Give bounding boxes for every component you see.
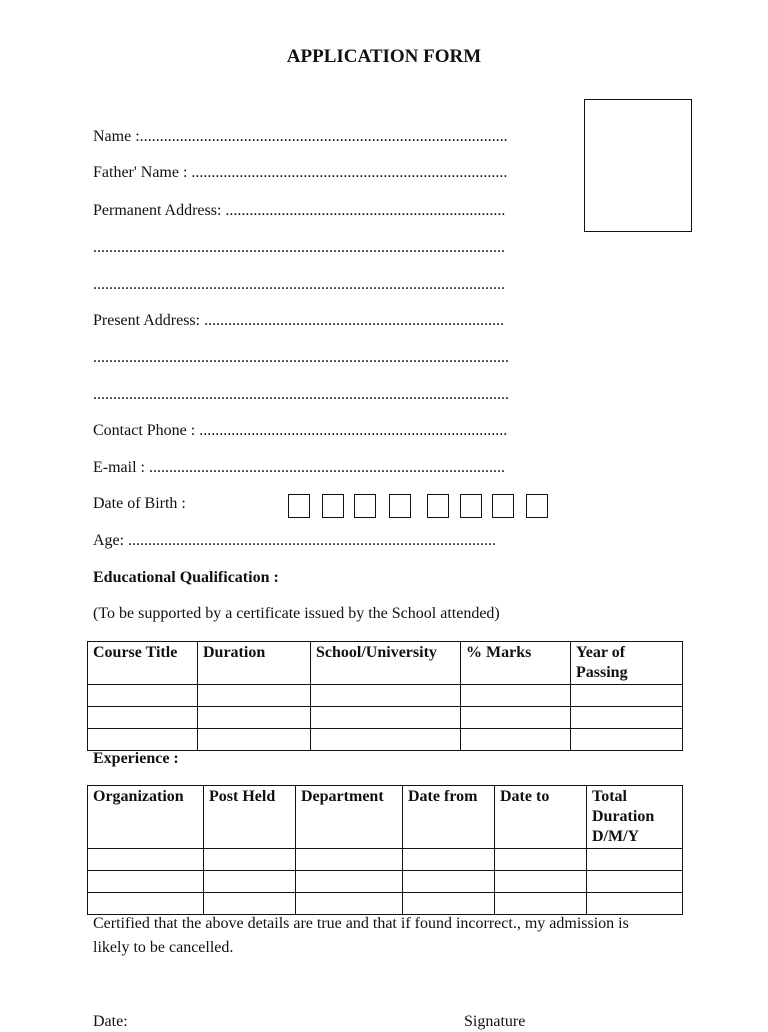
- column-header-duration: Duration: [198, 642, 311, 685]
- date-label[interactable]: Date:: [93, 1013, 128, 1030]
- present-address-line-3[interactable]: ........................................................................................................: [93, 386, 509, 403]
- table-row: [88, 871, 683, 893]
- education-heading: Educational Qualification :: [93, 569, 279, 586]
- dob-digit-box[interactable]: [492, 494, 514, 518]
- table-cell[interactable]: [587, 871, 683, 893]
- education-table: [87, 641, 683, 751]
- table-cell[interactable]: [204, 871, 296, 893]
- table-row: [88, 849, 683, 871]
- table-cell[interactable]: [204, 849, 296, 871]
- date-of-birth-label: Date of Birth :: [93, 495, 186, 512]
- table-cell[interactable]: [403, 871, 495, 893]
- table-cell[interactable]: [88, 871, 204, 893]
- table-cell[interactable]: [198, 707, 311, 729]
- dob-digit-box[interactable]: [288, 494, 310, 518]
- column-header-school-university: School/University: [311, 642, 461, 685]
- form-title: APPLICATION FORM: [286, 46, 482, 67]
- table-cell[interactable]: [311, 707, 461, 729]
- photo-box: [584, 99, 692, 232]
- table-cell[interactable]: [88, 685, 198, 707]
- certification-statement: Certified that the above details are true and that if found incorrect., my admission is likely to be cancelled.: [93, 915, 629, 956]
- permanent-address-line-2[interactable]: .......................................................................................................: [93, 239, 505, 256]
- table-cell[interactable]: [88, 729, 198, 751]
- table-cell[interactable]: [88, 849, 204, 871]
- father-name-field[interactable]: Father' Name : ...............................................................................: [93, 164, 508, 181]
- age-field[interactable]: Age: ............................................................................................: [93, 532, 497, 549]
- column-header-course-title: Course Title: [88, 642, 198, 685]
- experience-heading: Experience :: [93, 750, 179, 767]
- table-cell[interactable]: [571, 729, 683, 751]
- email-field[interactable]: E-mail : .........................................................................................: [93, 459, 505, 476]
- table-cell[interactable]: [461, 707, 571, 729]
- table-cell[interactable]: [571, 707, 683, 729]
- permanent-address-field[interactable]: Permanent Address: ......................................................................: [93, 202, 506, 219]
- table-cell[interactable]: [296, 871, 403, 893]
- dob-digit-box[interactable]: [389, 494, 411, 518]
- dob-digit-box[interactable]: [526, 494, 548, 518]
- table-cell[interactable]: [403, 849, 495, 871]
- table-cell[interactable]: [461, 729, 571, 751]
- column-header-organization: Organization: [88, 786, 204, 849]
- table-cell[interactable]: [311, 729, 461, 751]
- column-header-marks: % Marks: [461, 642, 571, 685]
- column-header-date-from: Date from: [403, 786, 495, 849]
- table-cell[interactable]: [311, 685, 461, 707]
- table-row: [88, 685, 683, 707]
- present-address-line-2[interactable]: ........................................................................................................: [93, 349, 509, 366]
- dob-digit-box[interactable]: [460, 494, 482, 518]
- education-note: (To be supported by a certificate issued by the School attended): [93, 605, 500, 622]
- dob-digit-box[interactable]: [427, 494, 449, 518]
- dob-digit-box[interactable]: [354, 494, 376, 518]
- table-row: [88, 707, 683, 729]
- table-cell[interactable]: [495, 849, 587, 871]
- table-cell[interactable]: [571, 685, 683, 707]
- column-header-date-to: Date to: [495, 786, 587, 849]
- dob-digit-box[interactable]: [322, 494, 344, 518]
- contact-phone-field[interactable]: Contact Phone : .............................................................................: [93, 422, 508, 439]
- signature-label[interactable]: Signature: [464, 1013, 526, 1030]
- table-row: [88, 729, 683, 751]
- table-cell[interactable]: [296, 849, 403, 871]
- table-cell[interactable]: [198, 729, 311, 751]
- column-header-post-held: Post Held: [204, 786, 296, 849]
- table-cell[interactable]: [495, 871, 587, 893]
- permanent-address-line-3[interactable]: .......................................................................................................: [93, 276, 505, 293]
- column-header-year-of-passing: Year of Passing: [571, 642, 683, 685]
- experience-table: [87, 785, 683, 915]
- table-cell[interactable]: [461, 685, 571, 707]
- column-header-department: Department: [296, 786, 403, 849]
- column-header-total-duration: Total Duration D/M/Y: [587, 786, 683, 849]
- present-address-field[interactable]: Present Address: ...........................................................................: [93, 312, 505, 329]
- table-cell[interactable]: [88, 707, 198, 729]
- name-field[interactable]: Name :............................................................................................: [93, 128, 508, 145]
- table-cell[interactable]: [198, 685, 311, 707]
- table-cell[interactable]: [587, 849, 683, 871]
